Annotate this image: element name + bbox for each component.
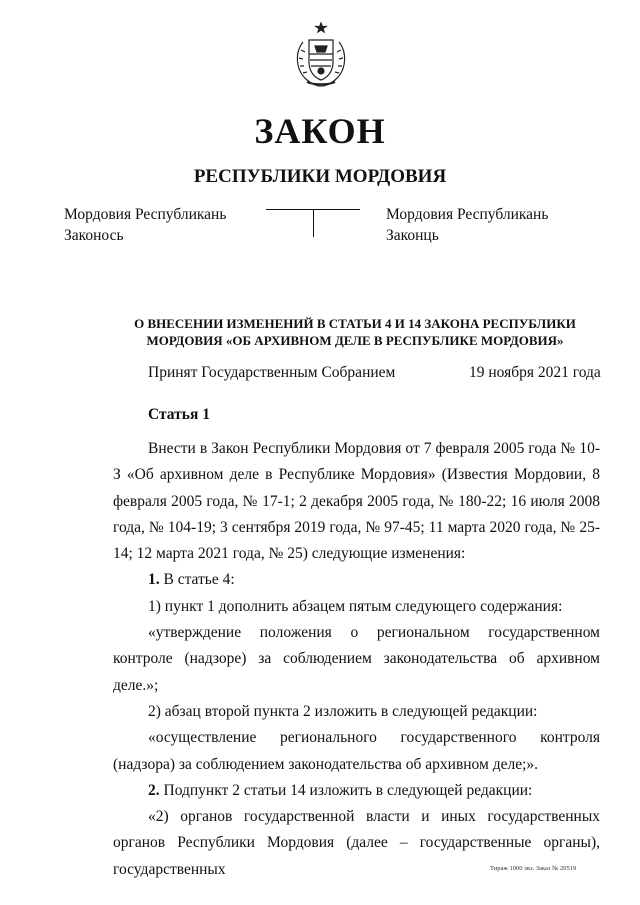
paragraph-p4: «осуществление регионального государственного контроля (надзора) за соблюдением законодательства об архивном деле;». bbox=[113, 729, 600, 773]
lang-left-line2: Законось bbox=[64, 227, 124, 244]
paragraph-p1: 1) пункт 1 дополнить абзацем пятым следующего содержания: bbox=[148, 597, 563, 615]
document-title: ЗАКОН bbox=[254, 111, 386, 151]
adopted-date: 19 ноября 2021 года bbox=[469, 364, 601, 381]
paragraph-p2: «утверждение положения о региональном государственном контроле (надзоре) за соблюдением законодательства об архивном деле.»; bbox=[113, 624, 600, 694]
item-2-text: Подпункт 2 статьи 14 изложить в следующей редакции: bbox=[159, 781, 533, 799]
item-1-number: 1. bbox=[148, 571, 160, 589]
article-intro-paragraph: Внести в Закон Республики Мордовия от 7 февраля 2005 года № 10-З «Об архивном деле в Республике Мордовия» (Известия Мордовии, 8 февраля 2005 года, № 17-1; 2 декабря 2005 года, № 180-22; 16 июля 2008 года, № 104-19; 3 сентября 2019 года, № 97-45; 11 марта 2020 года, № 25-14; 12 марта 2021 года, № 25) следующие изменения: bbox=[113, 440, 600, 563]
lang-right-line2: Законць bbox=[386, 227, 439, 244]
law-title-line2: МОРДОВИЯ «ОБ АРХИВНОМ ДЕЛЕ В РЕСПУБЛИКЕ МОРДОВИЯ» bbox=[146, 333, 564, 348]
item-1-text: В статье 4: bbox=[159, 571, 235, 589]
lang-left-line1: Мордовия Республикань bbox=[64, 206, 227, 223]
print-run-note: Тираж 1000 экз. Заказ № 20519 bbox=[490, 865, 577, 872]
lang-right-line1: Мордовия Республикань bbox=[386, 206, 549, 223]
adopted-by: Принят Государственным Собранием bbox=[148, 364, 396, 381]
item-2-paragraph bbox=[113, 778, 600, 804]
coat-of-arms-emblem bbox=[291, 22, 351, 88]
law-title bbox=[120, 315, 590, 349]
item-2-number: 2. bbox=[148, 781, 160, 799]
law-title-line1: О ВНЕСЕНИИ ИЗМЕНЕНИЙ В СТАТЬИ 4 И 14 ЗАКОНА РЕСПУБЛИКИ bbox=[134, 316, 576, 331]
header-divider-vertical bbox=[313, 209, 314, 237]
moksha-heading-right bbox=[386, 204, 548, 246]
item-1-paragraph bbox=[113, 567, 600, 593]
document-subtitle: РЕСПУБЛИКИ МОРДОВИЯ bbox=[193, 166, 447, 187]
paragraph-p5: «2) органов государственной власти и иных государственных органов Республики Мордовия (далее – государственные органы), государственных bbox=[113, 808, 600, 878]
paragraph-p3: 2) абзац второй пункта 2 изложить в следующей редакции: bbox=[148, 702, 538, 720]
article-heading: Статья 1 bbox=[148, 406, 210, 423]
erzya-heading-left bbox=[64, 204, 226, 246]
article-body bbox=[113, 436, 600, 883]
